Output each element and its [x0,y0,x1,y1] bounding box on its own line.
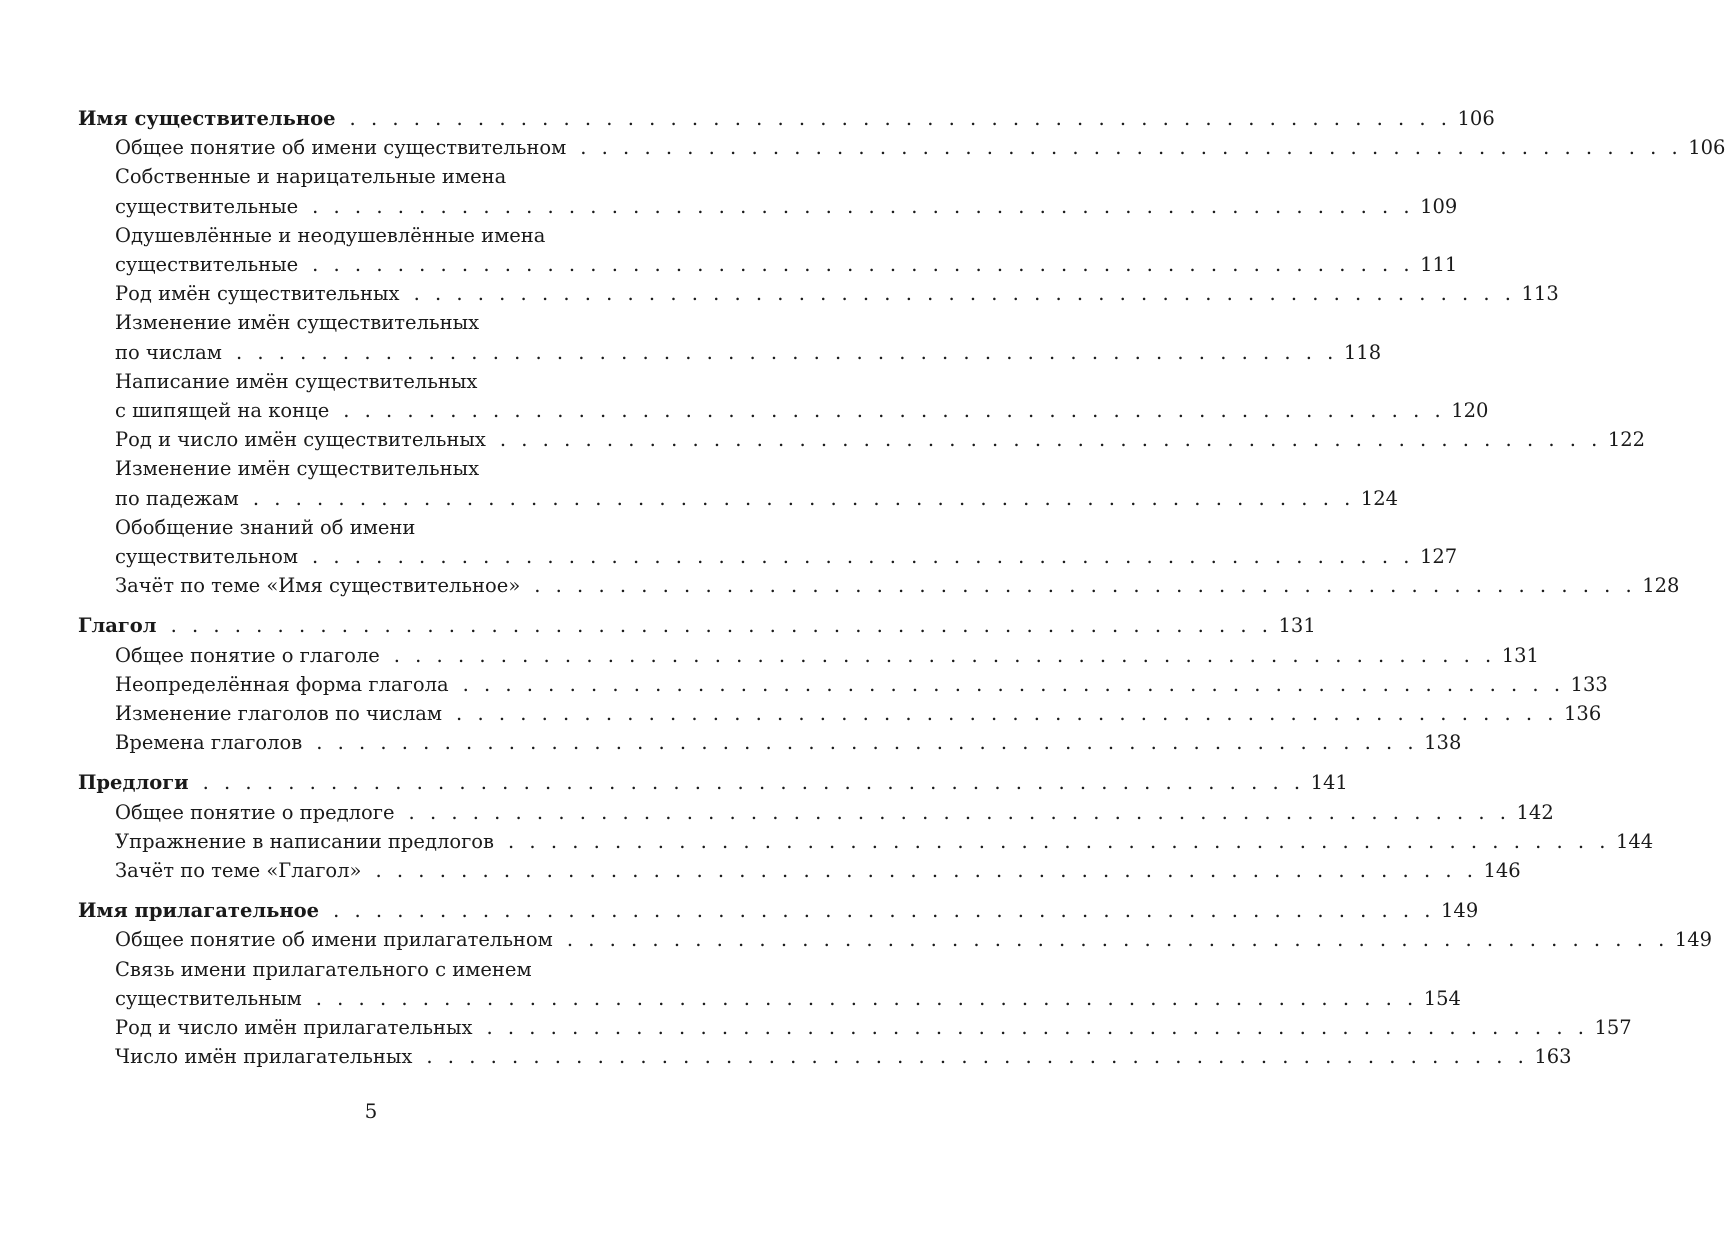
toc-item-line [115,454,661,483]
dot-leader: . . . . . . . . . . . . . . . . . . . . . . . . . . . . . . . . . . . . . . . . . . . . . . . . . . . . [566,928,1669,952]
entry-page-number: 146 [1483,859,1521,883]
toc-item [78,798,1554,827]
toc-item-line [115,250,1458,279]
dot-leader: . . . . . . . . . . . . . . . . . . . . . . . . . . . . . . . . . . . . . . . . . . . . . . . . . . . . [343,399,1446,423]
entry-page-number: 131 [1501,643,1539,667]
dot-leader: . . . . . . . . . . . . . . . . . . . . . . . . . . . . . . . . . . . . . . . . . . . . . . . . . . . . [580,136,1683,160]
entry-title: Род и число имён существительных [115,428,486,452]
entry-title: Зачёт по теме «Имя существительное» [115,574,521,598]
toc-item-line [115,925,1713,954]
dot-leader: . . . . . . . . . . . . . . . . . . . . . . . . . . . . . . . . . . . . . . . . . . . . . . . . . . . . [315,986,1418,1010]
toc-item-line [115,192,1458,221]
entry-page-number: 113 [1521,282,1559,306]
toc-item-line [115,308,661,337]
toc-item [78,1042,1572,1071]
entry-page-number: 111 [1420,253,1458,277]
toc-item-line [115,641,1539,670]
entry-page-number: 163 [1534,1045,1572,1069]
toc-chapter [78,611,1316,640]
toc-item-line [115,728,1462,757]
entry-title: Имя прилагательное [78,899,320,923]
dot-leader: . . . . . . . . . . . . . . . . . . . . . . . . . . . . . . . . . . . . . . . . . . . . . . . . . . . . [312,194,1415,218]
entry-page-number: 106 [1457,107,1495,130]
dot-leader: . . . . . . . . . . . . . . . . . . . . . . . . . . . . . . . . . . . . . . . . . . . . . . . . . . . . [312,253,1415,277]
entry-title: Времена глаголов [115,731,303,755]
toc-item-line [115,221,661,250]
toc-item-line [115,1042,1572,1071]
dot-leader: . . . . . . . . . . . . . . . . . . . . . . . . . . . . . . . . . . . . . . . . . . . . . . . . . . . . [462,672,1565,696]
toc-item [78,1013,1632,1042]
toc-chapter-line [78,768,1348,797]
toc-chapter-line [78,104,1495,133]
dot-leader: . . . . . . . . . . . . . . . . . . . . . . . . . . . . . . . . . . . . . . . . . . . . . . . . . . . . [375,859,1478,883]
entry-page-number: 124 [1360,486,1399,510]
toc-item-line [115,827,1654,856]
toc-chapter [78,896,1479,925]
entry-title: Неопределённая форма глагола [115,672,449,696]
entry-page-number: 109 [1420,194,1458,218]
dot-leader: . . . . . . . . . . . . . . . . . . . . . . . . . . . . . . . . . . . . . . . . . . . . . . . . . . . . [349,107,1452,130]
entry-title: Общее понятие о предлоге [115,800,395,824]
toc-item [78,162,1458,220]
entry-page-number: 149 [1441,899,1479,923]
entry-page-number: 157 [1594,1016,1632,1040]
entry-title: Связь имени прилагательного с именем [115,957,532,981]
dot-leader: . . . . . . . . . . . . . . . . . . . . . . . . . . . . . . . . . . . . . . . . . . . . . . . . . . . . [170,614,1273,638]
toc-item-line [115,798,1554,827]
toc-item [78,279,1559,308]
entry-title: существительные [115,194,299,218]
dot-leader: . . . . . . . . . . . . . . . . . . . . . . . . . . . . . . . . . . . . . . . . . . . . . . . . . . . . [316,731,1419,755]
entry-title: Упражнение в написании предлогов [115,829,495,853]
toc-item [78,670,1608,699]
page-number: 5 [364,1099,378,1123]
dot-leader: . . . . . . . . . . . . . . . . . . . . . . . . . . . . . . . . . . . . . . . . . . . . . . . . . . . . [486,1016,1589,1040]
entry-title: Общее понятие о глаголе [115,643,380,667]
dot-leader: . . . . . . . . . . . . . . . . . . . . . . . . . . . . . . . . . . . . . . . . . . . . . . . . . . . . [408,800,1511,824]
entry-title: Число имён прилагательных [115,1045,413,1069]
toc-item-line [115,513,661,542]
entry-title: Изменение глаголов по числам [115,702,443,726]
toc-section [78,768,1654,885]
entry-page-number: 149 [1674,928,1713,952]
toc-section [78,104,1725,600]
entry-title: по числам [115,340,222,364]
entry-page-number: 128 [1642,574,1680,598]
entry-page-number: 122 [1607,428,1646,452]
toc-chapter [78,768,1348,797]
toc-item [78,827,1654,856]
entry-title: существительным [115,986,302,1010]
toc-item-line [115,571,1680,600]
entry-page-number: 131 [1278,614,1316,638]
dot-leader: . . . . . . . . . . . . . . . . . . . . . . . . . . . . . . . . . . . . . . . . . . . . . . . . . . . . [499,428,1602,452]
dot-leader: . . . . . . . . . . . . . . . . . . . . . . . . . . . . . . . . . . . . . . . . . . . . . . . . . . . . [333,899,1436,923]
dot-leader: . . . . . . . . . . . . . . . . . . . . . . . . . . . . . . . . . . . . . . . . . . . . . . . . . . . . [235,340,1338,364]
toc-item [78,367,1489,425]
toc-item [78,955,1461,1013]
entry-page-number: 133 [1570,672,1608,696]
dot-leader: . . . . . . . . . . . . . . . . . . . . . . . . . . . . . . . . . . . . . . . . . . . . . . . . . . . . [393,643,1496,667]
entry-page-number: 141 [1310,771,1348,795]
toc-item [78,728,1462,757]
entry-title: Общее понятие об имени прилагательном [115,928,553,952]
entry-title: по падежам [115,486,239,510]
toc-item [78,133,1725,162]
toc-item-line [115,279,1559,308]
toc-item-line [115,670,1608,699]
entry-page-number: 127 [1419,545,1458,569]
toc-item [78,925,1713,954]
dot-leader: . . . . . . . . . . . . . . . . . . . . . . . . . . . . . . . . . . . . . . . . . . . . . . . . . . . . [534,574,1637,598]
entry-title: Глагол [78,614,157,638]
entry-page-number: 154 [1423,986,1461,1010]
toc-item-line [115,133,1725,162]
toc-item [78,454,1399,512]
dot-leader: . . . . . . . . . . . . . . . . . . . . . . . . . . . . . . . . . . . . . . . . . . . . . . . . . . . . [202,771,1305,795]
toc-chapter [78,104,1495,133]
toc-item-line [115,338,1382,367]
toc-item [78,425,1646,454]
entry-title: Обобщение знаний об имени [115,515,416,539]
table-of-contents [78,104,1725,1083]
toc-item-line [115,955,661,984]
toc-item-line [115,984,1461,1013]
entry-title: с шипящей на конце [115,399,330,423]
entry-page-number: 136 [1564,702,1602,726]
toc-item-line [115,1013,1632,1042]
entry-title: Изменение имён существительных [115,311,480,335]
entry-title: Род имён существительных [115,282,400,306]
entry-page-number: 118 [1343,340,1382,364]
dot-leader: . . . . . . . . . . . . . . . . . . . . . . . . . . . . . . . . . . . . . . . . . . . . . . . . . . . . [426,1045,1529,1069]
toc-item [78,308,1382,366]
dot-leader: . . . . . . . . . . . . . . . . . . . . . . . . . . . . . . . . . . . . . . . . . . . . . . . . . . . . [508,829,1610,853]
entry-title: Общее понятие об имени существительном [115,136,567,160]
toc-item [78,641,1539,670]
entry-page-number: 120 [1451,399,1489,423]
entry-title: Предлоги [78,771,189,795]
entry-page-number: 142 [1516,800,1554,824]
toc-chapter-line [78,611,1316,640]
dot-leader: . . . . . . . . . . . . . . . . . . . . . . . . . . . . . . . . . . . . . . . . . . . . . . . . . . . . [311,545,1414,569]
entry-page-number: 138 [1424,731,1462,755]
dot-leader: . . . . . . . . . . . . . . . . . . . . . . . . . . . . . . . . . . . . . . . . . . . . . . . . . . . . [456,702,1558,726]
toc-item [78,221,1458,279]
entry-title: Зачёт по теме «Глагол» [115,859,362,883]
entry-title: Одушевлённые и неодушевлённые имена [115,223,546,247]
toc-item [78,699,1602,728]
toc-item-line [115,699,1602,728]
toc-section [78,611,1608,757]
entry-title: Собственные и нарицательные имена [115,165,507,189]
entry-title: существительном [115,545,298,569]
toc-item-line [115,162,661,191]
entry-title: Имя существительное [78,107,336,130]
entry-title: Род и число имён прилагательных [115,1016,473,1040]
toc-item-line [115,484,1399,513]
entry-title: Написание имён существительных [115,369,478,393]
toc-item [78,571,1680,600]
dot-leader: . . . . . . . . . . . . . . . . . . . . . . . . . . . . . . . . . . . . . . . . . . . . . . . . . . . . [413,282,1516,306]
entry-title: существительные [115,253,299,277]
toc-item [78,856,1521,885]
entry-page-number: 144 [1615,829,1654,853]
entry-page-number: 106 [1688,136,1725,160]
dot-leader: . . . . . . . . . . . . . . . . . . . . . . . . . . . . . . . . . . . . . . . . . . . . . . . . . . . . [252,486,1355,510]
toc-item-line [115,396,1489,425]
entry-title: Изменение имён существительных [115,457,480,481]
toc-item-line [115,425,1646,454]
toc-item-line [115,542,1458,571]
toc-item-line [115,367,661,396]
toc-item-line [115,856,1521,885]
toc-item [78,513,1458,571]
toc-section [78,896,1713,1071]
toc-chapter-line [78,896,1479,925]
